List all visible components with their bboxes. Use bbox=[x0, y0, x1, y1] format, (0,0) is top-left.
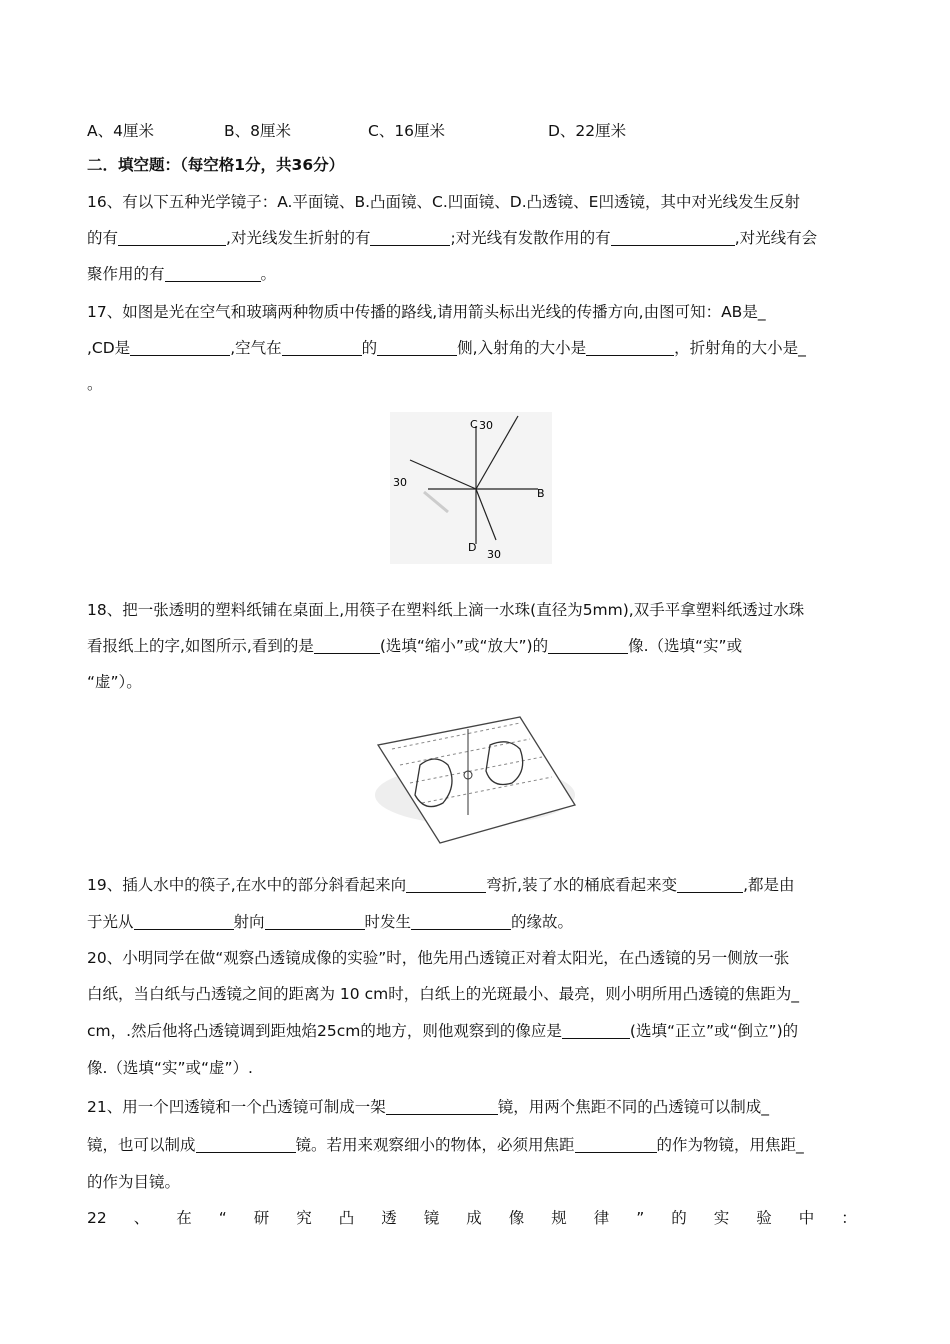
q18-line3: “虚”）。 bbox=[87, 673, 142, 691]
blank[interactable] bbox=[386, 1098, 498, 1115]
blank[interactable] bbox=[314, 637, 380, 654]
q21-line1 bbox=[87, 1097, 769, 1117]
angle-top: 30 bbox=[479, 419, 493, 432]
text: ;对光线有发散作用的有 bbox=[450, 229, 611, 247]
char: 透 bbox=[381, 1209, 397, 1227]
text: 的作为物镜，用焦距_ bbox=[656, 1136, 804, 1154]
text: (选填“正立”或“倒立”)的 bbox=[629, 1022, 799, 1040]
char: 实 bbox=[713, 1209, 730, 1227]
char: 镜 bbox=[423, 1209, 440, 1227]
label-b: B bbox=[537, 487, 545, 500]
blank[interactable] bbox=[370, 229, 450, 246]
q17-line3: 。 bbox=[87, 375, 103, 393]
q18-line2 bbox=[87, 636, 742, 656]
text: 聚作用的有 bbox=[87, 265, 165, 283]
blank[interactable] bbox=[406, 876, 486, 893]
blank[interactable] bbox=[586, 339, 674, 356]
option-a: A、4厘米 bbox=[87, 122, 154, 140]
q20-line1: 20、小明同学在做“观察凸透镜成像的实验”时，他先用凸透镜正对着太阳光，在凸透镜的另一侧放一张 bbox=[87, 949, 790, 967]
text: 镜，也可以制成 bbox=[87, 1136, 196, 1154]
blank[interactable] bbox=[377, 339, 457, 356]
refraction-figure bbox=[390, 412, 552, 564]
blank[interactable] bbox=[677, 876, 743, 893]
text: 侧,入射角的大小是 bbox=[457, 339, 587, 357]
q19-line1 bbox=[87, 875, 795, 895]
text: 射向 bbox=[233, 913, 265, 931]
q17-line1: 17、如图是光在空气和玻璃两种物质中传播的路线,请用箭头标出光线的传播方向,由图可知：AB是_ bbox=[87, 303, 766, 321]
char: 成 bbox=[466, 1209, 482, 1227]
char: 律 bbox=[593, 1209, 610, 1227]
char: 凸 bbox=[338, 1209, 355, 1227]
angle-bottom: 30 bbox=[487, 548, 501, 561]
blank[interactable] bbox=[548, 637, 628, 654]
text: 镜，用两个焦距不同的凸透镜可以制成_ bbox=[497, 1098, 769, 1116]
label-c: C bbox=[470, 418, 478, 431]
q20-line4: 像.（选填“实”或“虚”）. bbox=[87, 1059, 253, 1077]
text: 弯折,装了水的桶底看起来变 bbox=[486, 876, 678, 894]
text: 镜。若用来观察细小的物体，必须用焦距 bbox=[295, 1136, 575, 1154]
blank[interactable] bbox=[165, 265, 261, 282]
char: 在 bbox=[176, 1209, 192, 1227]
option-d: D、22厘米 bbox=[548, 122, 627, 140]
text: ,CD是 bbox=[87, 339, 131, 357]
char: ： bbox=[841, 1209, 857, 1227]
char: 像 bbox=[508, 1209, 525, 1227]
q22-line bbox=[87, 1208, 857, 1228]
text: 的缘故。 bbox=[511, 913, 574, 931]
blank[interactable] bbox=[134, 913, 234, 930]
q20-line3 bbox=[87, 1021, 798, 1041]
char: 规 bbox=[551, 1209, 567, 1227]
text: ，折射角的大小是_ bbox=[674, 339, 806, 357]
text: 的有 bbox=[87, 229, 119, 247]
char: 的 bbox=[671, 1209, 687, 1227]
q21-line2 bbox=[87, 1135, 804, 1155]
blank[interactable] bbox=[118, 229, 226, 246]
q19-line2 bbox=[87, 912, 573, 932]
char: 22 bbox=[87, 1209, 107, 1227]
char: 究 bbox=[296, 1209, 312, 1227]
char: 、 bbox=[133, 1209, 150, 1227]
q16-line1: 16、有以下五种光学镜子：A.平面镜、B.凸面镜、C.凹面镜、D.凸透镜、E凹透镜，其中对光线发生反射 bbox=[87, 193, 800, 211]
q16-line2 bbox=[87, 228, 817, 248]
angle-left: 30 bbox=[393, 476, 407, 489]
water-drop-figure bbox=[370, 705, 580, 847]
blank[interactable] bbox=[575, 1136, 657, 1153]
text: 时发生 bbox=[364, 913, 412, 931]
q20-line2: 白纸，当白纸与凸透镜之间的距离为 10 cm时，白纸上的光斑最小、最亮，则小明所用凸透镜的焦距为_ bbox=[87, 985, 799, 1003]
blank[interactable] bbox=[130, 339, 230, 356]
char: “ bbox=[218, 1209, 227, 1227]
text: 像.（选填“实”或 bbox=[628, 637, 743, 655]
option-b: B、8厘米 bbox=[224, 122, 291, 140]
blank[interactable] bbox=[611, 229, 735, 246]
text: cm，.然后他将凸透镜调到距烛焰25cm的地方，则他观察到的像应是 bbox=[87, 1022, 562, 1040]
text: 于光从 bbox=[87, 913, 134, 931]
char: 验 bbox=[756, 1209, 772, 1227]
blank[interactable] bbox=[411, 913, 511, 930]
option-c: C、16厘米 bbox=[368, 122, 446, 140]
char: ” bbox=[636, 1209, 645, 1227]
q17-line2 bbox=[87, 338, 806, 358]
text: 。 bbox=[260, 265, 277, 283]
q21-line3: 的作为目镜。 bbox=[87, 1173, 181, 1191]
text: ,空气在 bbox=[230, 339, 282, 357]
text: ,对光线有会 bbox=[734, 229, 818, 247]
text: 看报纸上的字,如图所示,看到的是 bbox=[87, 637, 314, 655]
blank[interactable] bbox=[265, 913, 365, 930]
char: 研 bbox=[253, 1209, 270, 1227]
section-heading: 二．填空题：（每空格1分，共36分） bbox=[87, 156, 345, 174]
blank[interactable] bbox=[282, 339, 362, 356]
text: ,都是由 bbox=[743, 876, 795, 894]
blank[interactable] bbox=[562, 1022, 630, 1039]
char: 中 bbox=[798, 1209, 815, 1227]
text: 的 bbox=[361, 339, 378, 357]
label-d: D bbox=[468, 541, 477, 554]
newspaper bbox=[378, 717, 575, 843]
q18-line1: 18、把一张透明的塑料纸铺在桌面上,用筷子在塑料纸上滴一水珠(直径为5mm),双手平拿塑料纸透过水珠 bbox=[87, 601, 805, 619]
blank[interactable] bbox=[196, 1136, 296, 1153]
text: 19、插人水中的筷子,在水中的部分斜看起来向 bbox=[87, 876, 407, 894]
text: ,对光线发生折射的有 bbox=[226, 229, 371, 247]
text: 21、用一个凹透镜和一个凸透镜可制成一架 bbox=[87, 1098, 386, 1116]
q16-line3 bbox=[87, 264, 276, 284]
text: (选填“缩小”或“放大”)的 bbox=[379, 637, 549, 655]
